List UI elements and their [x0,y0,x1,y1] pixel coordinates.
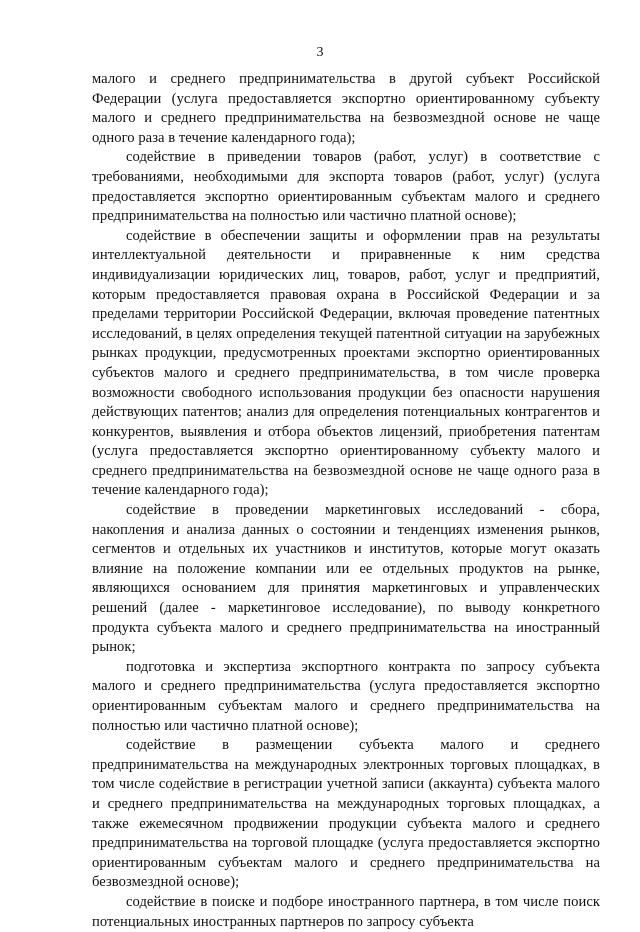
document-body [92,70,600,932]
paragraph-partner-search: содействие в поиске и подборе иностранного партнера, в том числе поиск потенциальных иностранных партнеров по запросу субъекта [92,893,600,930]
paragraph-continuation: малого и среднего предпринимательства в другой субъект Российской Федерации (услуга предоставляется экспортно ориентированному субъекту малого и среднего предпринимательства на безвозмездной основе не чаще одного раза в течение календарного года); [92,71,600,146]
paragraph-marketplaces: содействие в размещении субъекта малого и среднего предпринимательства на международных электронных торговых площадках, в том числе содействие в регистрации учетной записи (аккаунта) субъекта малого и среднего предпринимательства на международных торговых площадках, а также ежемесячном продвижении продукции субъекта малого и среднего предпринимательства на торговой площадке (услуга предоставляется экспортно ориентированным субъектам малого и среднего предпринимательства на безвозмездной основе); [92,737,600,891]
page-number: 3 [316,45,324,60]
paragraph-marketing-research: содействие в проведении маркетинговых исследований - сбора, накопления и анализа данных о состоянии и тенденциях изменения рынков, сегментов и отдельных их участников и институтов, которые могут оказать влияние на положение компании или ее отдельных продуктов на рынке, являющихся основанием для принятия маркетинговых и управленческих решений (далее - маркетинговое исследование), по выводу конкретного продукта субъекта малого и среднего предпринимательства на иностранный рынок; [92,502,600,656]
paragraph-ip-protection: содействие в обеспечении защиты и оформлении прав на результаты интеллектуальной деятельности и приравненные к ним средства индивидуализации юридических лиц, товаров, работ, услуг и предприятий, которым предоставляется правовая охрана в Российской Федерации и за пределами территории Российской Федерации, включая проведение патентных исследований, в целях определения текущей патентной ситуации на зарубежных рынках продукции, предусмотренных проектами экспортно ориентированных субъектов малого и среднего предпринимательства, в том числе проверка возможности свободного использования продукции без опасности нарушения действующих патентов; анализ для определения потенциальных контрагентов и конкурентов, выявления и отбора объектов лицензий, приобретения патентам (услуга предоставляется экспортно ориентированному субъекту малого и среднего предпринимательства на безвозмездной основе не чаще одного раза в течение календарного года); [92,227,600,499]
paragraph-export-contract: подготовка и экспертиза экспортного контракта по запросу субъекта малого и среднего предпринимательства (услуга предоставляется экспортно ориентированным субъектам малого и среднего предпринимательства на полностью или частично платной основе); [92,658,600,734]
paragraph-product-compliance: содействие в приведении товаров (работ, услуг) в соответствие с требованиями, необходимыми для экспорта товаров (работ, услуг) (услуга предоставляется экспортно ориентированным субъектам малого и среднего предпринимательства на полностью или частично платной основе); [92,149,600,225]
